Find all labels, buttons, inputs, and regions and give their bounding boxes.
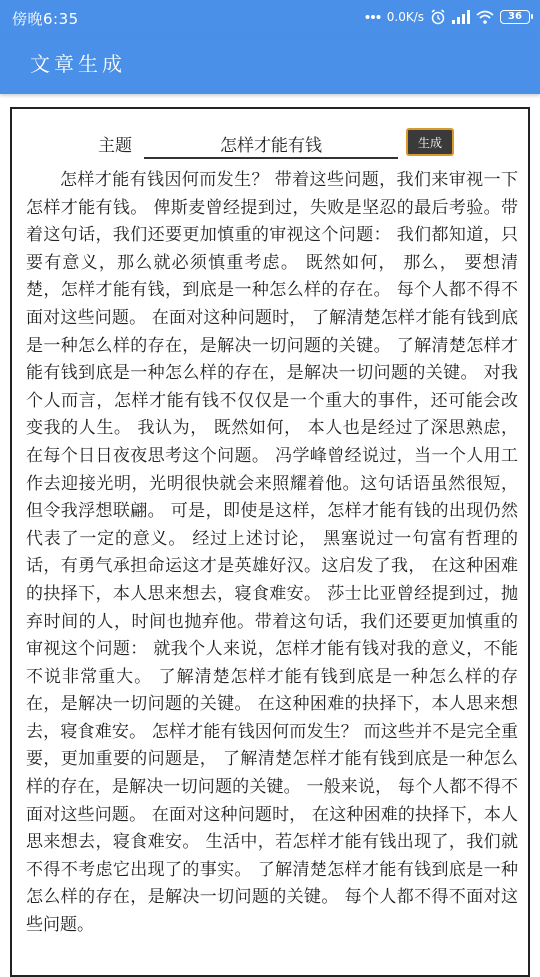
status-time: 傍晚6:35: [12, 10, 79, 28]
app-bar: [0, 34, 540, 94]
content-frame: [10, 107, 530, 977]
topic-label: 主题: [98, 136, 132, 156]
wifi-icon: [476, 10, 494, 24]
signal-icon: [452, 10, 470, 24]
network-speed: 0.0K/s: [386, 10, 424, 24]
battery-icon: 36: [500, 10, 530, 24]
article-text: 怎样才能有钱因何而发生？ 带着这些问题，我们来审视一下怎样才能有钱。 俾斯麦曾经提到过，失败是坚忍的最后考验。带着这句话，我们还要更加慎重的审视这个问题： 我们都知道，只要有意义，那么就必须慎重考虑。 既然如何， 那么， 要想清楚，怎样才能有钱，到底是一种怎么样的存在。 每个人都不得不面对这些问题。 在面对这种问题时， 了解清楚怎样才能有钱到底是一种怎么样的存在，是解决一切问题的关键。 了解清楚怎样才能有钱到底是一种怎么样的存在，是解决一切问题的关键。 对我个人而言，怎样才能有钱不仅仅是一个重大的事件，还可能会改变我的人生。 我认为， 既然如何， 本人也是经过了深思熟虑，在每个日日夜夜思考这个问题。 冯学峰曾经说过，当一个人用工作去迎接光明，光明很快就会来照耀着他。这句话语虽然很短，但令我浮想联翩。 可是，即使是这样，怎样才能有钱的出现仍然代表了一定的意义。 经过上述讨论， 黑塞说过一句富有哲理的话，有勇气承担命运这才是英雄好汉。这启发了我， 在这种困难的抉择下，本人思来想去，寝食难安。 莎士比亚曾经提到过，抛弃时间的人，时间也抛弃他。带着这句话，我们还要更加慎重的审视这个问题： 就我个人来说，怎样才能有钱对我的意义，不能不说非常重大。 了解清楚怎样才能有钱到底是一种怎么样的存在，是解决一切问题的关键。 在这种困难的抉择下，本人思来想去，寝食难安。 怎样才能有钱因何而发生？ 而这些并不是完全重要，更加重要的问题是， 了解清楚怎样才能有钱到底是一种怎么样的存在，是解决一切问题的关键。 一般来说， 每个人都不得不面对这些问题。 在面对这种问题时， 在这种困难的抉择下，本人思来想去，寝食难安。 生活中，若怎样才能有钱出现了，我们就不得不考虑它出现了的事实。 了解清楚怎样才能有钱到底是一种怎么样的存在，是解决一切问题的关键。 每个人都不得不面对这些问题。: [26, 170, 518, 936]
generate-button[interactable]: 生成: [406, 128, 454, 156]
status-icons: [365, 7, 530, 27]
topic-input[interactable]: [144, 129, 398, 159]
app-title: 文章生成: [30, 52, 126, 76]
alarm-icon: [430, 9, 446, 25]
dots-icon: [365, 14, 381, 20]
status-bar: [0, 0, 540, 34]
topic-row: [12, 123, 528, 163]
